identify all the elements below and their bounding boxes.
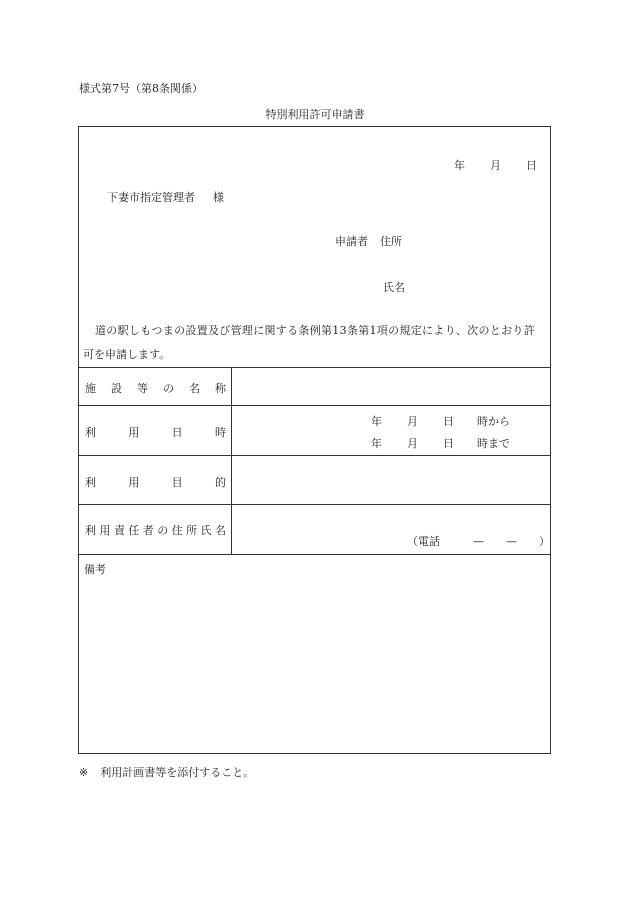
remarks-field[interactable]	[83, 579, 546, 749]
label-responsible-person: 利 用 責 任 者 の 住 所 氏 名	[85, 524, 226, 537]
date-month: 月	[490, 159, 501, 172]
column-divider	[231, 367, 232, 554]
phone-field[interactable]: （電話 — — ）	[407, 535, 550, 548]
footnote	[79, 764, 254, 780]
label-use-datetime: 利 用 日 時	[85, 426, 226, 439]
label-purpose: 利 用 目 的	[85, 476, 226, 489]
document-title: 特別利用許可申請書	[265, 108, 365, 121]
addressee-name: 下妻市指定管理者	[107, 191, 195, 204]
body-text-line-1: 道の駅しもつまの設置及び管理に関する条例第13条第1項の規定により、次のとおり許	[95, 324, 535, 337]
responsible-address-field[interactable]	[237, 508, 547, 534]
purpose-field[interactable]	[237, 459, 547, 501]
body-text-line-2: 可を申請します。	[83, 348, 171, 361]
addressee-honorific: 様	[213, 191, 224, 204]
applicant-address	[335, 233, 402, 249]
divider	[79, 504, 550, 505]
divider	[79, 367, 550, 368]
applicant-label: 申請者	[335, 235, 368, 248]
divider	[79, 554, 550, 555]
divider	[79, 405, 550, 406]
remarks-label: 備考	[84, 563, 106, 576]
address-label: 住所	[380, 235, 402, 248]
addressee	[107, 189, 224, 205]
footnote-text: 利用計画書等を添付すること。	[100, 766, 255, 779]
facility-name-field[interactable]	[237, 371, 547, 401]
date-day: 日	[526, 159, 537, 172]
divider	[79, 455, 550, 456]
date-year: 年	[454, 159, 465, 172]
application-form-frame: 年 月 日 下妻市指定管理者 様 申請者 住所 氏名 道の駅しもつまの設置及び管理に関する条例第13条第1項の規定により、次のとおり許 可を申請します。 施 設 等 の 名 称 利 用 日 時 年 月 日 時から 年 月 日 時まで 利 用 目 的 利 用 責 任 者 の 住 所 氏 名 （電話 — — ） 備考	[78, 126, 551, 754]
form-number: 様式第7号（第8条関係）	[79, 82, 203, 95]
label-facility-name: 施 設 等 の 名 称	[85, 382, 226, 395]
footnote-mark: ※	[79, 766, 89, 779]
applicant-name: 氏名	[383, 281, 405, 294]
